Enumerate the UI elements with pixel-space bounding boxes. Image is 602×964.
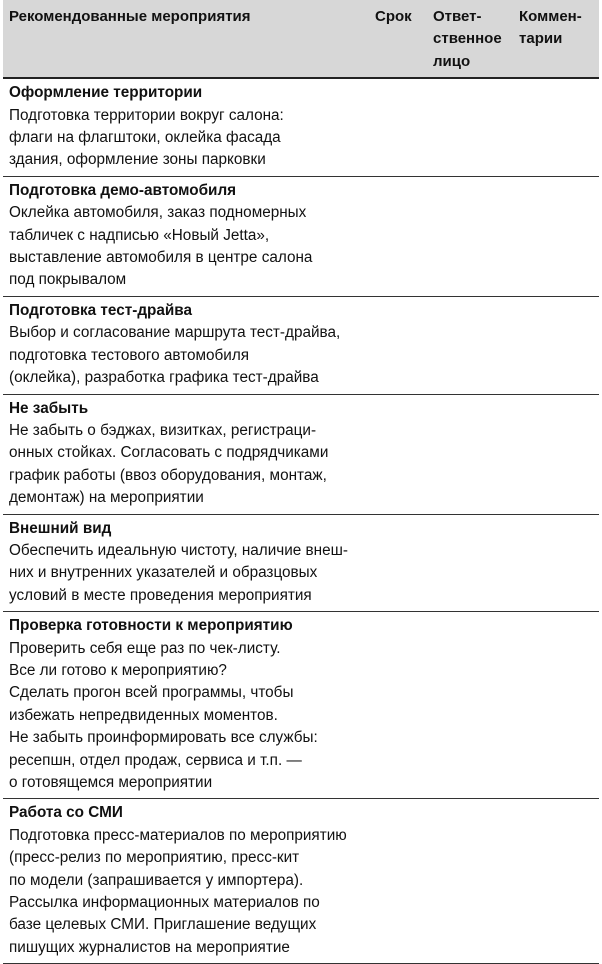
owner-cell — [429, 78, 515, 176]
activity-cell — [3, 394, 371, 514]
activity-description-line: флаги на флагштоки, оклейка фасада — [9, 129, 281, 147]
owner-cell — [429, 176, 515, 296]
activity-cell — [3, 176, 371, 296]
activity-cell — [3, 78, 371, 176]
owner-cell — [429, 799, 515, 964]
activity-description-line: по модели (запрашивается у импортера). — [9, 871, 304, 889]
activity-title: Работа со СМИ — [9, 804, 123, 822]
activity-description-line: под покрывалом — [9, 271, 127, 289]
header-owner — [429, 0, 515, 78]
activity-description-line: избежать непредвиденных моментов. — [9, 706, 278, 724]
activity-description-line: условий в месте проведения мероприятия — [9, 586, 312, 604]
activity-description-line: базе целевых СМИ. Приглашение ведущих — [9, 916, 317, 934]
activity-description-line: о готовящемся мероприятии — [9, 774, 213, 791]
header-comments — [515, 0, 599, 78]
event-plan-table — [3, 0, 599, 964]
header-comments-line-1: Коммен- — [519, 8, 582, 25]
activity-description-line: Не забыть проинформировать все службы: — [9, 729, 318, 747]
table-row — [3, 296, 599, 394]
activity-cell — [3, 514, 371, 612]
table-header — [3, 0, 599, 78]
activity-description-line: Обеспечить идеальную чистоту, наличие внеш- — [9, 541, 348, 559]
table-row — [3, 514, 599, 612]
table-body — [3, 78, 599, 964]
activity-description-line: Оклейка автомобиля, заказ подномерных — [9, 204, 307, 222]
term-cell — [371, 514, 429, 612]
term-cell — [371, 394, 429, 514]
activity-title: Подготовка тест-драйва — [9, 301, 192, 319]
header-activity: Рекомендованные мероприятия — [3, 0, 371, 78]
activity-description-line: онных стойках. Согласовать с подрядчиками — [9, 444, 329, 462]
owner-cell — [429, 296, 515, 394]
activity-description-line: график работы (ввоз оборудования, монтаж, — [9, 466, 327, 484]
activity-description-line: них и внутренних указателей и образцовых — [9, 564, 318, 582]
comments-cell — [515, 78, 599, 176]
header-owner-line-2: ственное — [433, 30, 502, 48]
activity-title: Не забыть — [9, 399, 89, 417]
term-cell — [371, 296, 429, 394]
owner-cell — [429, 394, 515, 514]
comments-cell — [515, 514, 599, 612]
activity-title: Проверка готовности к мероприятию — [9, 617, 293, 635]
comments-cell — [515, 799, 599, 964]
activity-description-line: здания, оформление зоны парковки — [9, 151, 266, 169]
table-row — [3, 612, 599, 799]
activity-title: Внешний вид — [9, 519, 112, 537]
header-owner-line-1: Ответ- — [433, 8, 482, 25]
activity-description-line: пишущих журналистов на мероприятие — [9, 938, 290, 956]
activity-description-line: Сделать прогон всей программы, чтобы — [9, 684, 294, 702]
owner-cell — [429, 514, 515, 612]
activity-description-line: подготовка тестового автомобиля — [9, 346, 250, 364]
activity-title: Подготовка демо-автомобиля — [9, 181, 237, 199]
term-cell — [371, 78, 429, 176]
table-row — [3, 394, 599, 514]
activity-cell — [3, 296, 371, 394]
comments-cell — [515, 394, 599, 514]
header-comments-line-2: тарии — [519, 30, 563, 48]
table-row — [3, 176, 599, 296]
activity-description-line: демонтаж) на мероприятии — [9, 489, 204, 507]
activity-description-line: Не забыть о бэджах, визитках, регистраци- — [9, 421, 317, 439]
activity-description-line: ресепшн, отдел продаж, сервиса и т.п. — — [9, 751, 302, 769]
activity-title: Оформление территории — [9, 84, 203, 102]
comments-cell — [515, 612, 599, 799]
activity-description-line: Рассылка информационных материалов по — [9, 894, 320, 912]
comments-cell — [515, 296, 599, 394]
activity-description-line: (пресс-релиз по мероприятию, пресс-кит — [9, 849, 300, 867]
activity-description-line: (оклейка), разработка графика тест-драйва — [9, 369, 319, 387]
activity-description-line: Подготовка пресс-материалов по мероприятию — [9, 826, 347, 844]
header-term: Срок — [371, 0, 429, 78]
term-cell — [371, 612, 429, 799]
activity-description-line: Проверить себя еще раз по чек-листу. — [9, 639, 281, 657]
table-row — [3, 78, 599, 176]
activity-description-line: табличек с надписью «Новый Jetta», — [9, 226, 270, 244]
term-cell — [371, 176, 429, 296]
activity-cell — [3, 612, 371, 799]
activity-cell — [3, 799, 371, 964]
activity-description-line: Все ли готово к мероприятию? — [9, 661, 227, 679]
term-cell — [371, 799, 429, 964]
header-row — [3, 0, 599, 78]
comments-cell — [515, 176, 599, 296]
activity-description-line: выставление автомобиля в центре салона — [9, 249, 313, 267]
header-owner-line-3: лицо — [433, 52, 471, 70]
owner-cell — [429, 612, 515, 799]
activity-description-line: Подготовка территории вокруг салона: — [9, 106, 284, 124]
activity-description-line: Выбор и согласование маршрута тест-драйва, — [9, 324, 341, 342]
table-row — [3, 799, 599, 964]
